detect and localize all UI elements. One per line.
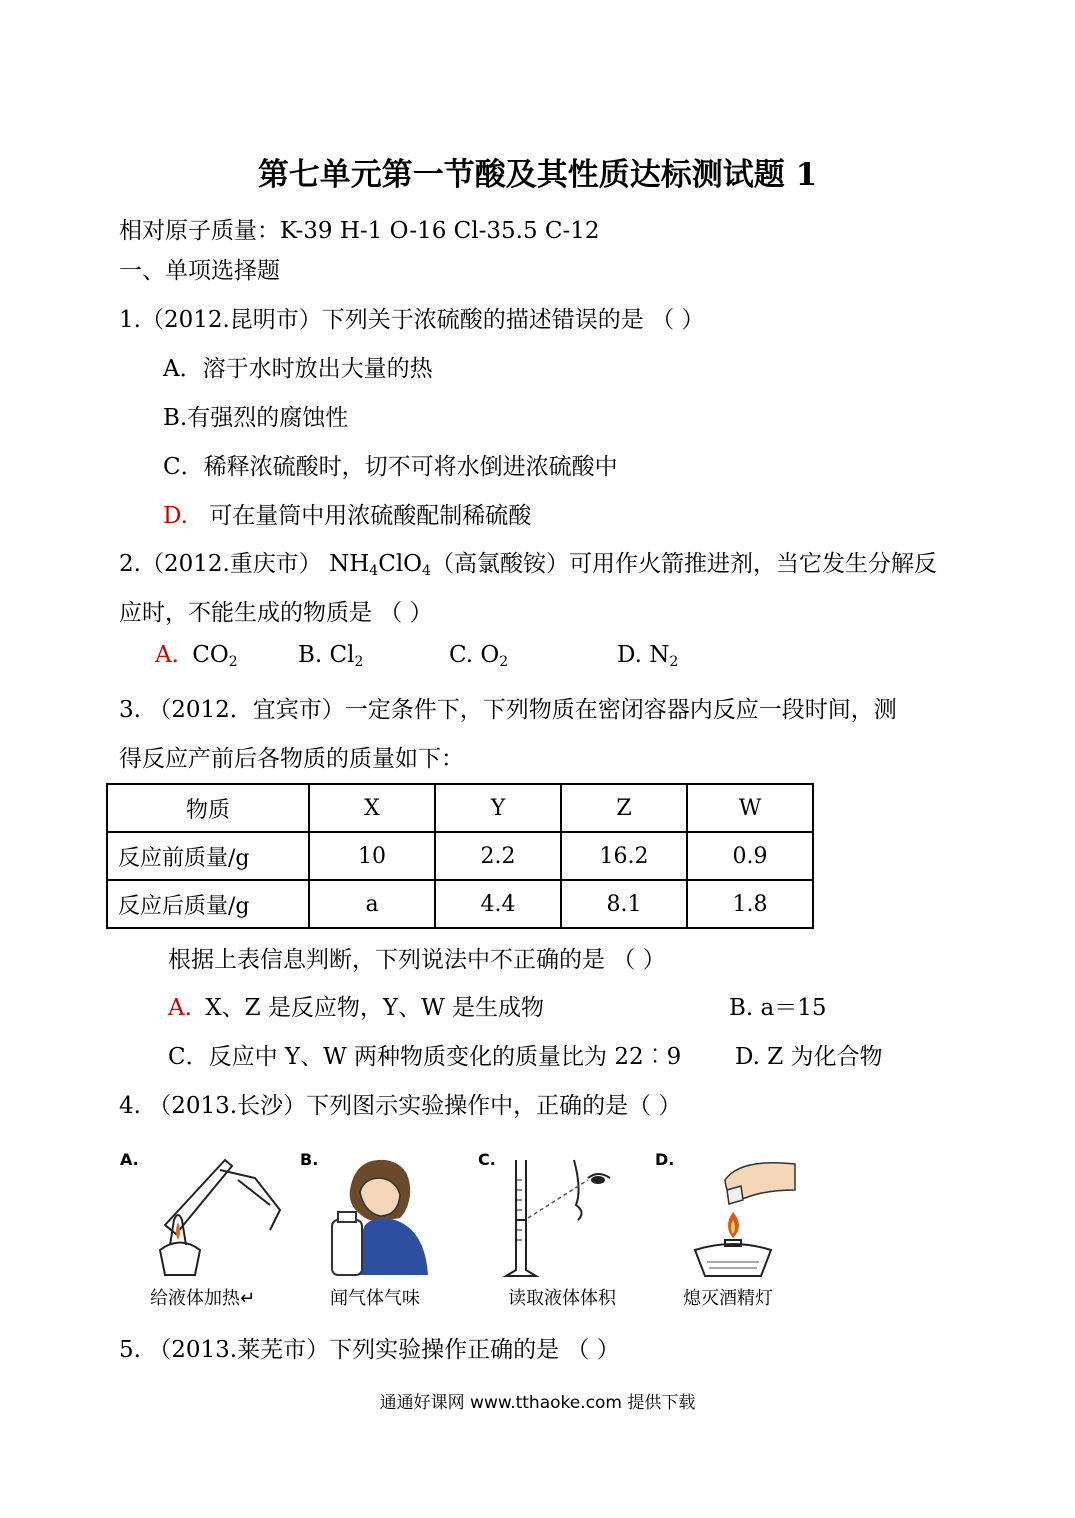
alcohol-lamp-icon — [655, 1150, 805, 1280]
q1-stem: 1.（2012.昆明市）下列关于浓硫酸的描述错误的是 （ ） — [119, 307, 705, 333]
reading-volume-icon — [478, 1150, 638, 1280]
figure-c-caption: 读取液体体积 — [508, 1288, 616, 1309]
q1-option-b: B.有强烈的腐蚀性 — [163, 405, 349, 431]
q2-option-c — [449, 644, 508, 669]
q3-option-a-text: X、Z 是反应物，Y、W 是生成物 — [205, 995, 545, 1021]
q5-stem: 5. （2013.莱芜市）下列实验操作正确的是 （ ） — [119, 1337, 620, 1363]
table-cell: 10 — [309, 832, 435, 880]
q2-sub1: 4 — [369, 563, 379, 579]
mass-table — [106, 783, 814, 929]
q1-option-d — [163, 505, 531, 528]
table-cell: 反应后质量/g — [107, 880, 309, 928]
figure-a-letter: A. — [120, 1150, 139, 1169]
q3-option-c: C．反应中 Y、W 两种物质变化的质量比为 22︰9 — [168, 1044, 682, 1070]
q1-option-d-text: 可在量筒中用浓硫酸配制稀硫酸 — [209, 503, 532, 529]
table-cell: 8.1 — [561, 880, 687, 928]
q2-option-b-text: B. Cl — [298, 642, 355, 668]
table-row — [107, 880, 813, 928]
q3-stem-line1: 3. （2012．宜宾市）一定条件下，下列物质在密闭容器内反应一段时间，测 — [119, 697, 897, 723]
table-header-cell: Z — [561, 784, 687, 832]
figure-d-caption: 熄灭酒精灯 — [683, 1288, 773, 1309]
q2-option-d — [617, 644, 678, 669]
figure-d-letter: D. — [655, 1150, 675, 1169]
q2-stem-post: （高氯酸铵）可用作火箭推进剂，当它发生分解反 — [430, 551, 937, 577]
smelling-gas-icon — [300, 1150, 440, 1280]
table-header-cell: 物质 — [107, 784, 309, 832]
table-header-cell: W — [687, 784, 813, 832]
figure-c — [478, 1150, 638, 1310]
q2-option-a — [155, 644, 238, 669]
q2-option-a-letter: A. — [155, 642, 179, 668]
table-cell: 反应前质量/g — [107, 832, 309, 880]
section-heading: 一、单项选择题 — [119, 258, 280, 284]
table-header-cell: X — [309, 784, 435, 832]
table-cell: 0.9 — [687, 832, 813, 880]
q2-stem — [119, 553, 937, 578]
figure-c-letter: C. — [478, 1150, 496, 1169]
q4-stem: 4. （2013.长沙）下列图示实验操作中，正确的是（ ） — [119, 1093, 682, 1119]
heating-liquid-icon — [120, 1150, 290, 1280]
table-header-row — [107, 784, 813, 832]
q2-sub2: 4 — [422, 563, 431, 579]
q3-stem-line2: 得反应产前后各物质的质量如下： — [119, 746, 464, 772]
q3-option-a — [168, 997, 544, 1020]
q2-option-a-sub: 2 — [228, 654, 238, 670]
page-footer: 通通好课网 www.tthaoke.com 提供下载 — [379, 1393, 696, 1413]
table-cell: a — [309, 880, 435, 928]
q3-option-d: D. Z 为化合物 — [735, 1044, 883, 1070]
page-title: 第七单元第一节酸及其性质达标测试题 1 — [257, 157, 818, 193]
q2-option-c-sub: 2 — [499, 654, 509, 670]
atomic-masses: 相对原子质量：K-39 H-1 O-16 Cl-35.5 C-12 — [119, 218, 600, 244]
q3-option-b: B. a＝15 — [729, 995, 827, 1021]
figure-b — [300, 1150, 440, 1310]
q2-option-a-text: CO — [192, 642, 229, 668]
table-cell: 1.8 — [687, 880, 813, 928]
figure-d — [655, 1150, 805, 1310]
q2-stem-mid: ClO — [378, 551, 423, 577]
table-header-cell: Y — [435, 784, 561, 832]
figure-b-caption: 闻气体气味 — [330, 1288, 420, 1309]
table-cell: 4.4 — [435, 880, 561, 928]
q2-option-c-text: C. O — [449, 642, 500, 668]
q3-option-a-letter: A. — [168, 995, 192, 1021]
table-cell: 16.2 — [561, 832, 687, 880]
table-cell: 2.2 — [435, 832, 561, 880]
figure-a-caption: 给液体加热↵ — [150, 1288, 256, 1309]
q2-option-d-sub: 2 — [669, 654, 679, 670]
q2-option-b-sub: 2 — [354, 654, 364, 670]
q1-option-d-letter: D. — [163, 503, 188, 529]
figure-b-letter: B. — [300, 1150, 319, 1169]
q1-option-c: C．稀释浓硫酸时，切不可将水倒进浓硫酸中 — [163, 454, 618, 480]
q2-option-b — [298, 644, 363, 669]
q2-stem-line2: 应时，不能生成的物质是 （ ） — [119, 600, 433, 626]
q3-prompt: 根据上表信息判断，下列说法中不正确的是 （ ） — [168, 947, 666, 973]
q2-stem-pre: 2.（2012.重庆市） NH — [119, 551, 370, 577]
q2-option-d-text: D. N — [617, 642, 670, 668]
q1-option-a: A．溶于水时放出大量的热 — [163, 356, 433, 382]
figure-a — [120, 1150, 290, 1310]
table-row — [107, 832, 813, 880]
